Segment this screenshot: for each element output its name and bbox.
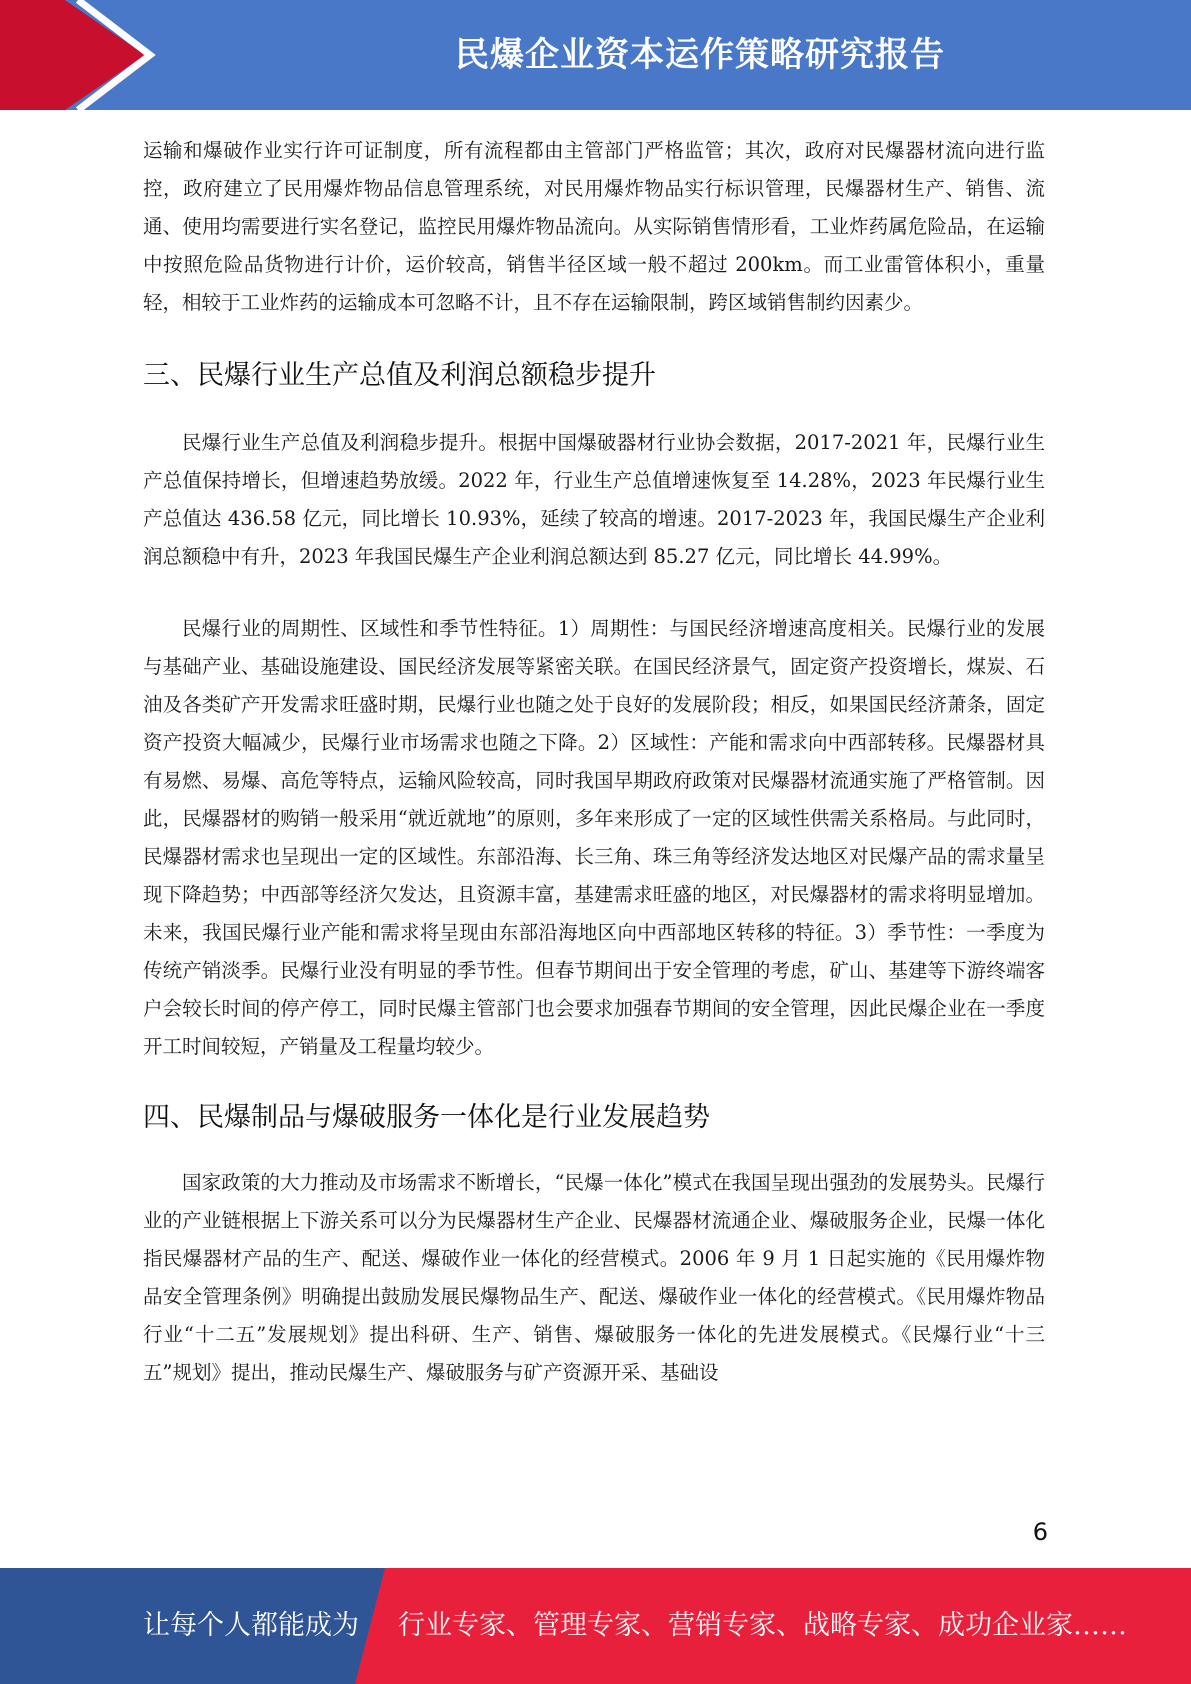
footer-slogan-left: 让每个人都能成为 <box>143 1610 359 1641</box>
paragraph-transport-regulation: 运输和爆破作业实行许可证制度，所有流程都由主管部门严格监管；其次，政府对民爆器材流向进行监控，政府建立了民用爆炸物品信息管理系统，对民用爆炸物品实行标识管理，民爆器材生产、销售、流通、使用均需要进行实名登记，监控民用爆炸物品流向。从实际销售情形看，工业炸药属危险品，在运输中按照危险品货物进行计价，运价较高，销售半径区域一般不超过 200km。而工业雷管体积小，重量轻，相较于工业炸药的运输成本可忽略不计，且不存在运输限制，跨区域销售制约因素少。 <box>143 139 1045 314</box>
paragraph-industry-characteristics: 民爆行业的周期性、区域性和季节性特征。1）周期性：与国民经济增速高度相关。民爆行业的发展与基础产业、基础设施建设、国民经济发展等紧密关联。在国民经济景气，固定资产投资增长，煤炭、石油及各类矿产开发需求旺盛时期，民爆行业也随之处于良好的发展阶段；相反，如果国民经济萧条，固定资产投资大幅减少，民爆行业市场需求也随之下降。2）区域性：产能和需求向中西部转移。民爆器材具有易燃、易爆、高危等特点，运输风险较高，同时我国早期政府政策对民爆器材流通实施了严格管制。因此，民爆器材的购销一般采用“就近就地”的原则，多年来形成了一定的区域性供需关系格局。与此同时，民爆器材需求也呈现出一定的区域性。东部沿海、长三角、珠三角等经济发达地区对民爆产品的需求量呈现下降趋势；中西部等经济欠发达，且资源丰富，基建需求旺盛的地区，对民爆器材的需求将明显增加。未来，我国民爆行业产能和需求将呈现由东部沿海地区向中西部地区转移的特征。3）季节性：一季度为传统产销淡季。民爆行业没有明显的季节性。但春节期间出于安全管理的考虑，矿山、基建等下游终端客户会较长时间的停产停工，同时民爆主管部门也会要求加强春节期间的安全管理，因此民爆企业在一季度开工时间较短，产销量及工程量均较少。 <box>143 617 1045 1058</box>
section-heading-4: 四、民爆制品与爆破服务一体化是行业发展趋势 <box>143 1102 710 1133</box>
page-header <box>0 0 1191 110</box>
paragraph-output-profit: 民爆行业生产总值及利润稳步提升。根据中国爆破器材行业协会数据，2017-2021 年，民爆行业生产总值保持增长，但增速趋势放缓。2022 年，行业生产总值增速恢复至 14.28%，2023 年民爆行业生产总值达 436.58 亿元，同比增长 10.93%，延续了较高的增速。2017-2023 年，我国民爆生产企业利润总额稳中有升，2023 年我国民爆生产企业利润总额达到 85.27 亿元，同比增长 44.99%。 <box>143 431 1045 568</box>
report-title: 民爆企业资本运作策略研究报告 <box>455 35 945 75</box>
page-footer <box>0 1568 1191 1684</box>
footer-slogan-right: 行业专家、管理专家、营销专家、战略专家、成功企业家…… <box>398 1610 1127 1641</box>
main-content <box>143 132 1045 1392</box>
section-heading-3: 三、民爆行业生产总值及利润总额稳步提升 <box>143 360 656 391</box>
paragraph-integration-trend: 国家政策的大力推动及市场需求不断增长，“民爆一体化”模式在我国呈现出强劲的发展势头。民爆行业的产业链根据上下游关系可以分为民爆器材生产企业、民爆器材流通企业、爆破服务企业，民爆一体化指民爆器材产品的生产、配送、爆破作业一体化的经营模式。2006 年 9 月 1 日起实施的《民用爆炸物品安全管理条例》明确提出鼓励发展民爆物品生产、配送、爆破作业一体化的经营模式。《民用爆炸物品行业“十二五”发展规划》提出科研、生产、销售、爆破服务一体化的先进发展模式。《民爆行业“十三五”规划》提出，推动民爆生产、爆破服务与矿产资源开采、基础设 <box>143 1171 1045 1384</box>
page-number: 6 <box>1032 1518 1048 1546</box>
